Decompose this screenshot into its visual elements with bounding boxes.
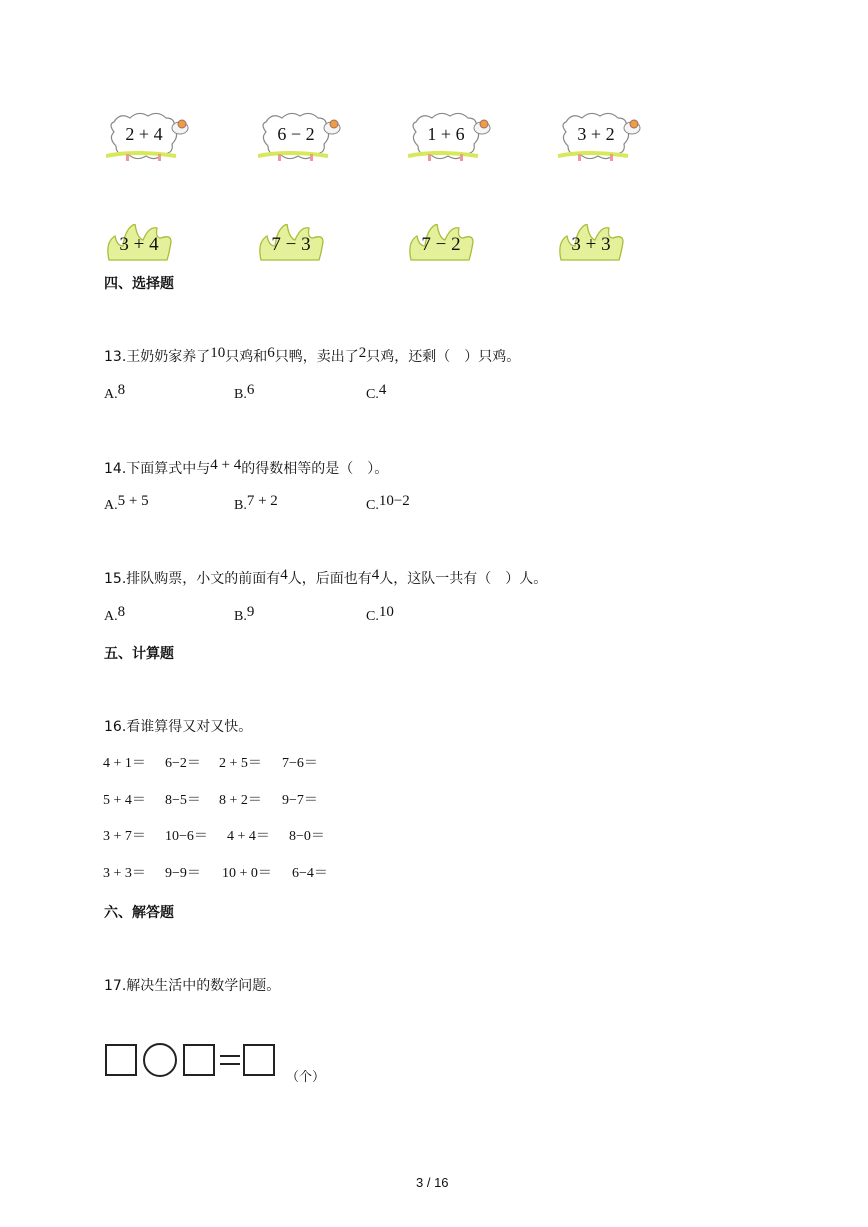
q15-prefix: 15.排队购票，小文的前面有 [104,571,281,587]
option-label: A. [104,609,118,624]
sheep-card-3 [408,110,498,170]
sheep-card-4 [558,110,648,170]
option-label: B. [234,609,247,624]
option-value: 4 [378,382,387,398]
q13-option-c[interactable] [366,382,387,403]
calc-item[interactable]: 7−6＝ [282,756,318,771]
calc-item[interactable]: 4 + 4＝ [227,829,270,844]
q15-mid: 人，后面也有 [287,571,372,587]
sheep-expression: 1 + 6 [427,124,465,144]
unit-label: （个） [286,1070,326,1085]
sheep-expression: 6 − 2 [277,124,315,144]
calc-item[interactable]: 8 + 2＝ [219,793,262,808]
option-value: 8 [117,382,126,398]
q14-suffix: 的得数相等的是（ ）。 [241,461,389,477]
q13-number-3: 2 [358,345,367,361]
q14-option-c[interactable] [366,493,410,514]
answer-box-result[interactable] [243,1044,275,1076]
q15-option-a[interactable] [104,604,126,625]
calc-item[interactable]: 10 + 0＝ [222,866,272,881]
section-heading-choice: 四、选择题 [104,276,174,292]
option-value: 10−2 [378,493,410,509]
page-number: 3 / 16 [416,1175,449,1190]
grass-expression: 3 + 4 [119,234,159,255]
answer-box-2[interactable] [183,1044,215,1076]
option-label: C. [366,387,379,402]
calc-item[interactable]: 9−7＝ [282,793,318,808]
option-value: 5 + 5 [117,493,149,509]
grass-expression: 7 − 3 [271,234,311,255]
calc-row-2 [103,789,318,809]
section-heading-answer: 六、解答题 [104,905,174,921]
q14-expression: 4 + 4 [210,457,242,473]
q13-mid-1: 只鸡和 [225,349,268,365]
q14-option-b[interactable] [234,493,278,514]
q13-suffix: 只鸡，还剩（ ）只鸡。 [366,349,521,365]
q15-number-2: 4 [371,567,380,583]
question-16: 16.看谁算得又对又快。 [104,719,253,735]
question-17: 17.解决生活中的数学问题。 [104,978,281,994]
calc-item[interactable]: 3 + 7＝ [103,829,146,844]
sheep-expression: 3 + 2 [577,124,615,144]
option-value: 8 [117,604,126,620]
q13-option-a[interactable] [104,382,126,403]
calc-item[interactable]: 9−9＝ [165,866,201,881]
q13-number-1: 10 [210,345,226,361]
q13-mid-2: 只鸭，卖出了 [274,349,359,365]
option-value: 7 + 2 [246,493,278,509]
q15-option-c[interactable] [366,604,394,625]
grass-card-1 [106,224,172,264]
calc-item[interactable]: 4 + 1＝ [103,756,146,771]
option-label: C. [366,609,379,624]
q15-option-b[interactable] [234,604,255,625]
calc-item[interactable]: 10−6＝ [165,829,208,844]
operator-circle[interactable] [143,1043,177,1077]
sheep-card-1 [106,110,196,170]
calc-item[interactable]: 6−2＝ [165,756,201,771]
option-value: 10 [378,604,394,620]
grass-card-2 [258,224,324,264]
grass-expression: 3 + 3 [571,234,611,255]
calc-item[interactable]: 6−4＝ [292,866,328,881]
option-label: C. [366,498,379,513]
q14-prefix: 14.下面算式中与 [104,461,211,477]
calc-item[interactable]: 8−0＝ [289,829,325,844]
calc-item[interactable]: 3 + 3＝ [103,866,146,881]
calc-row-1 [103,752,318,772]
grass-card-3 [408,224,474,264]
calc-item[interactable]: 5 + 4＝ [103,793,146,808]
sheep-card-2 [258,110,348,170]
calc-row-4 [103,862,328,882]
section-heading-calculation: 五、计算题 [104,646,174,662]
sheep-expression: 2 + 4 [125,124,163,144]
option-value: 6 [246,382,255,398]
q15-suffix: 人，这队一共有（ ）人。 [379,571,548,587]
equals-sign [220,1055,240,1065]
question-15 [104,568,547,588]
answer-box-1[interactable] [105,1044,137,1076]
q13-option-b[interactable] [234,382,255,403]
option-label: A. [104,498,118,513]
calc-item[interactable]: 2 + 5＝ [219,756,262,771]
q14-option-a[interactable] [104,493,149,514]
option-label: A. [104,387,118,402]
option-label: B. [234,387,247,402]
q13-number-2: 6 [267,345,275,361]
q15-number-1: 4 [280,567,288,583]
question-14 [104,458,388,478]
calc-row-3 [103,825,325,845]
grass-card-4 [558,224,624,264]
q13-prefix: 13.王奶奶家养了 [104,349,211,365]
grass-expression: 7 − 2 [421,234,461,255]
option-label: B. [234,498,247,513]
question-13 [104,346,520,366]
option-value: 9 [246,604,255,620]
calc-item[interactable]: 8−5＝ [165,793,201,808]
